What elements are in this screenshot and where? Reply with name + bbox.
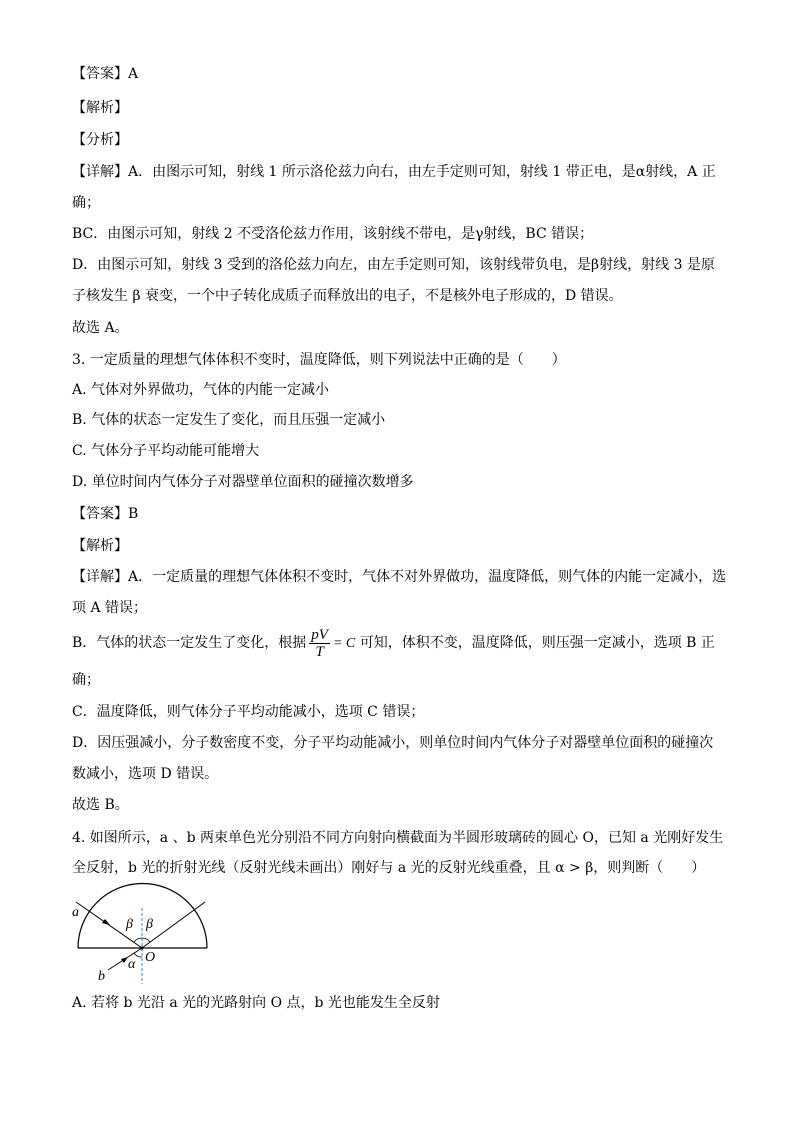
q3-option-b: B. 气体的状态一定发生了变化，而且压强一定减小 [72,412,386,428]
q3-detail-a-line1: 【详解】A．一定质量的理想气体体积不变时，气体不对外界做功，温度降低，则气体的内能一定减小，选 [72,569,727,585]
ray-b-arrow-icon [121,957,128,963]
label-alpha: α [128,957,136,972]
angle-beta-right-arc [142,938,150,942]
q2-detail-bc: BC．由图示可知，射线 2 不受洛伦兹力作用，该射线不带电，是γ射线，BC 错误； [72,226,594,242]
q3-detail-c: C．温度降低，则气体分子平均动能减小，选项 C 错误； [72,704,425,720]
q3-answer: 【答案】B [72,506,139,522]
q2-detail-d-line2: 子核发生 β 衰变，一个中子转化成质子而释放出的电子，不是核外电子形成的，D 错误。 [72,288,623,304]
label-a: a [72,905,79,920]
q3-detail-b-line2: 确； [72,672,100,688]
q3-detail-b-post: 可知，体积不变，温度降低，则压强一定减小，选项 B 正 [355,635,715,651]
q2-detail-d-line1: D．由图示可知，射线 3 受到的洛伦兹力向左，由左手定则可知，该射线带负电，是β射线，射线 3 是原 [72,257,715,273]
fraction-denominator: T [315,643,324,660]
q3-option-c: C. 气体分子平均动能可能增大 [72,443,260,459]
ray-a-arrow-icon [102,919,110,925]
q3-stem: 3. 一定质量的理想气体体积不变时，温度降低，则下列说法中正确的是（ ） [72,352,566,368]
q3-jiexi: 【解析】 [72,538,128,554]
q4-stem-line1: 4. 如图所示，a 、b 两束单色光分别沿不同方向射向横截面为半圆形玻璃砖的圆心 O，已知 a 光刚好发生 [72,830,724,846]
fraction-numerator: pV [311,626,328,643]
q4-stem-line2: 全反射，b 光的折射光线（反射光线未画出）刚好与 a 光的反射光线重叠，且 α > β，则判断（ ） [72,860,706,876]
q3-detail-d-line1: D．因压强减小，分子数密度不变，分子平均动能减小，则单位时间内气体分子对器壁单位面积的碰撞次 [72,735,714,751]
angle-beta-left-arc [134,938,142,942]
label-b: b [98,969,105,984]
q3-choose: 故选 B。 [72,797,129,813]
label-o: O [145,950,156,965]
center-point [140,946,143,949]
q3-detail-a-line2: 项 A 错误； [72,600,148,616]
q2-answer: 【答案】A [72,66,139,82]
q2-detail-a-line1: 【详解】A．由图示可知，射线 1 所示洛伦兹力向右，由左手定则可知，射线 1 带正电，是α射线，A 正 [72,164,716,180]
semicircle-prism-figure [70,882,220,986]
label-beta-left: β [126,917,133,932]
q3-detail-b-line1 [72,626,715,661]
q3-detail-d-line2: 数减小，选项 D 错误。 [72,766,219,782]
formula-fraction [309,627,330,660]
q2-fenxi: 【分析】 [72,132,128,148]
q4-option-a: A. 若将 b 光沿 a 光的光路射向 O 点，b 光也能发生全反射 [72,995,440,1011]
q2-jiexi: 【解析】 [72,100,128,116]
q3-option-d: D. 单位时间内气体分子对器壁单位面积的碰撞次数增多 [72,474,414,490]
formula-rhs: = C [332,636,356,651]
q2-choose: 故选 A。 [72,320,129,336]
q3-detail-b-pre: B．气体的状态一定发生了变化，根据 [72,635,307,651]
q3-option-a: A. 气体对外界做功，气体的内能一定减小 [72,382,330,398]
label-beta-right: β [146,917,153,932]
q2-detail-a-line2: 确； [72,195,100,211]
